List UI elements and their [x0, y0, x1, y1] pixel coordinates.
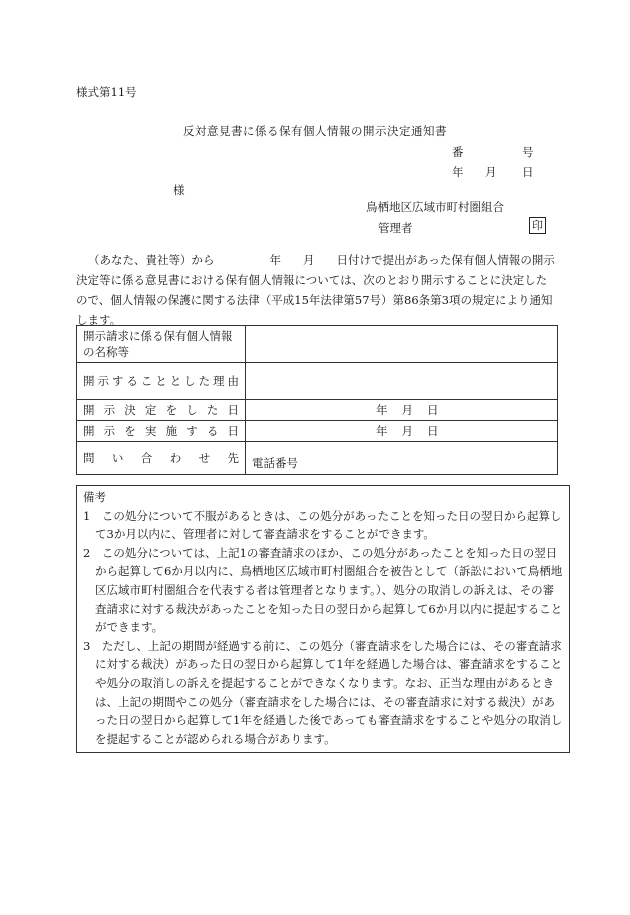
row-value-reason — [246, 363, 558, 400]
table-row — [77, 442, 558, 475]
disclosure-month: 月 — [401, 424, 413, 438]
decision-year: 年 — [376, 403, 388, 417]
date-year-label: 年 — [452, 165, 464, 179]
organization-name: 鳥栖地区広域市町村圏組合 — [366, 200, 504, 214]
notes-box — [76, 485, 570, 753]
number-label: 番 — [452, 145, 464, 159]
body-part2: 日付けで提出があった保有個人情報の開示決定等に係る意見書における保有個人情報については、次のとおり開示することに決定したので、個人情報の保護に関する法律（平成15年法律第57号）第86条第3項の規定により通知します。 — [76, 253, 555, 327]
document-title: 反対意見書に係る保有個人情報の開示決定通知書 — [183, 124, 447, 138]
row-value-decision-date — [246, 400, 558, 421]
table-row — [77, 400, 558, 421]
body-part1: （あなた、貴社等）から — [88, 253, 215, 267]
number-suffix: 号 — [522, 145, 534, 159]
phone-label: 電話番号 — [252, 456, 298, 470]
form-number: 様式第11号 — [76, 85, 137, 99]
date-day-label: 日 — [522, 165, 534, 179]
row-value-info-name — [246, 326, 558, 363]
manager-label: 管理者 — [378, 221, 413, 235]
body-month: 月 — [303, 253, 315, 267]
table-row — [77, 421, 558, 442]
info-table — [76, 325, 558, 475]
row-label-reason: 開示することとした理由 — [77, 363, 246, 400]
note-item-2: 2 この処分については、上記1の審査請求のほか、この処分があったことを知った日の翌日から起算して6か月以内に、鳥栖地区広域市町村圏組合を被告として（訴訟において鳥栖地区広域市町村圏組合を代表する者は管理者となります。）、処分の取消しの訴えは、その審査請求に対する裁決があったことを知った日の翌日から起算して6か月以内に提起することができます。 — [83, 545, 563, 635]
decision-month: 月 — [401, 403, 413, 417]
decision-day: 日 — [427, 403, 439, 417]
row-value-contact — [246, 442, 558, 475]
row-label-contact: 問い合わせ先 — [77, 442, 246, 475]
table-row — [77, 363, 558, 400]
body-paragraph — [76, 250, 558, 330]
row-value-disclosure-date — [246, 421, 558, 442]
addressee-suffix: 様 — [173, 183, 185, 197]
body-year: 年 — [269, 253, 281, 267]
note-item-3: 3 ただし、上記の期間が経過する前に、この処分（審査請求をした場合には、その審査請求に対する裁決）があった日の翌日から起算して1年を経過した場合は、審査請求をすることや処分の取消しの訴えを提起することができなくなります。なお、正当な理由があるときは、上記の期間やこの処分（審査請求をした場合には、その審査請求に対する裁決）があった日の翌日から起算して1年を経過した後であっても審査請求をすることや処分の取消しを提起することが認められる場合があります。 — [83, 638, 563, 746]
table-row — [77, 326, 558, 363]
row-label-decision-date: 開示決定をした日 — [77, 400, 246, 421]
seal-mark: 印 — [529, 217, 546, 234]
notes-heading: 備考 — [83, 490, 106, 504]
disclosure-day: 日 — [427, 424, 439, 438]
row-label-disclosure-date: 開示を実施する日 — [77, 421, 246, 442]
row-label-info-name: 開示請求に係る保有個人情報の名称等 — [77, 326, 246, 363]
note-item-1: 1 この処分について不服があるときは、この処分があったことを知った日の翌日から起算して3か月以内に、管理者に対して審査請求をすることができます。 — [83, 508, 562, 542]
date-month-label: 月 — [485, 165, 497, 179]
disclosure-year: 年 — [376, 424, 388, 438]
